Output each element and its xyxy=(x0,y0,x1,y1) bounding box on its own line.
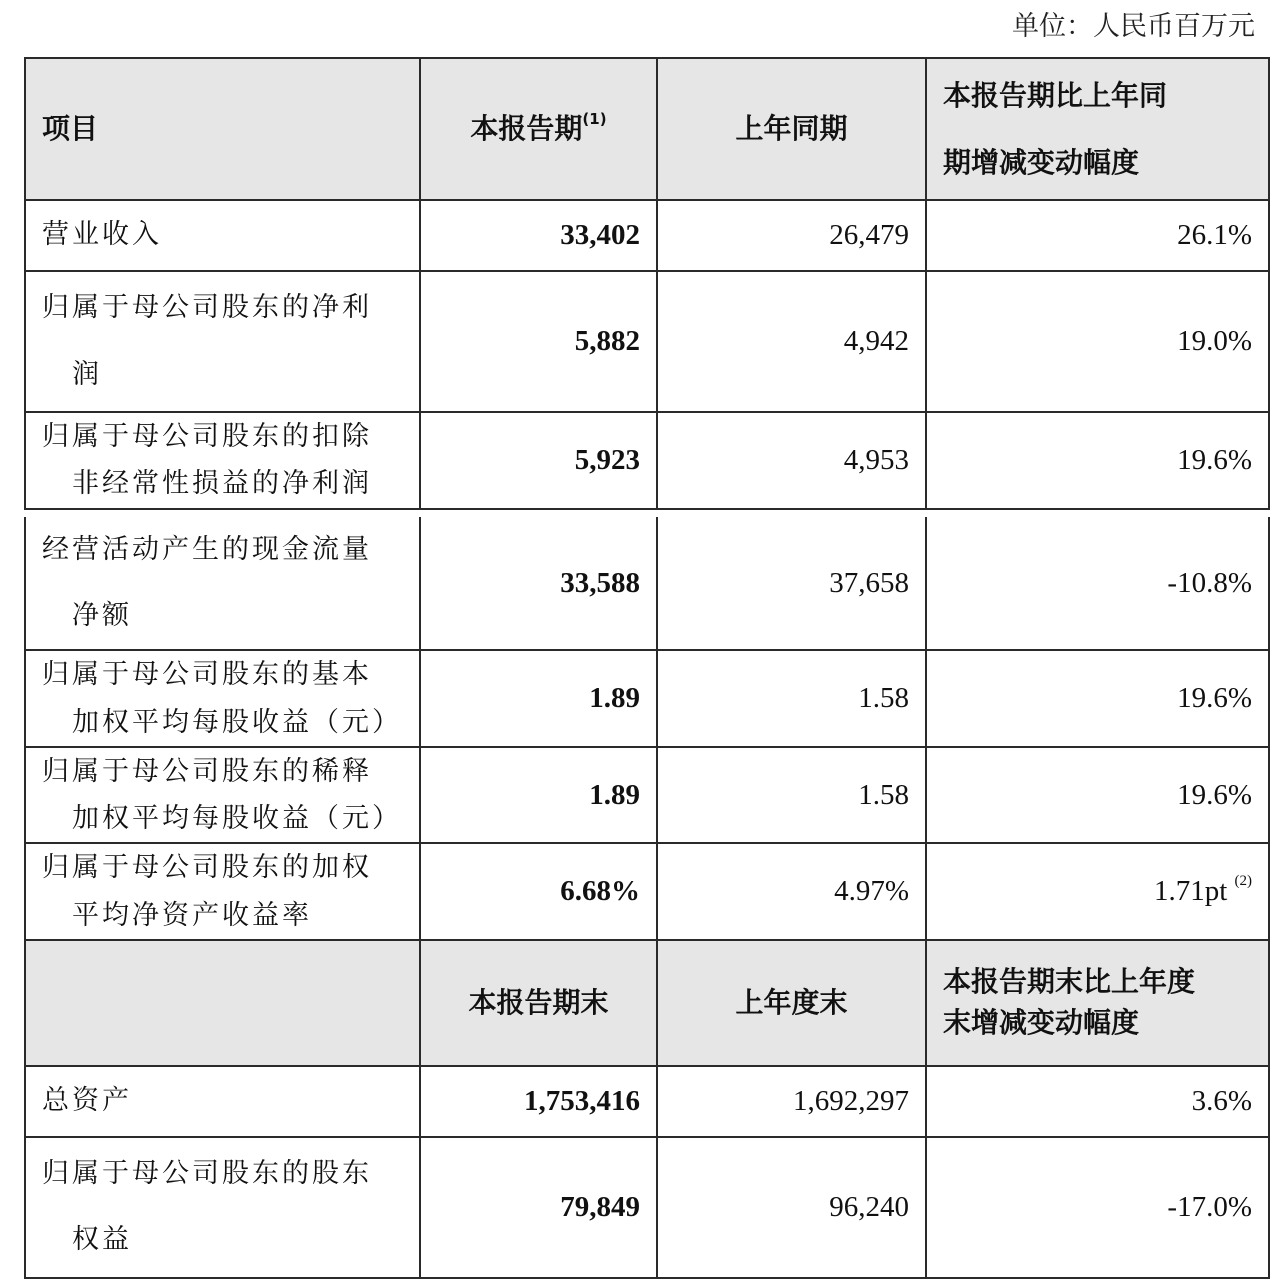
current-value: 79,849 xyxy=(420,1137,657,1278)
header-change-line1: 本报告期比上年同 xyxy=(943,78,1168,112)
change-value: 3.6% xyxy=(926,1066,1269,1137)
row-label-line1: 总资产 xyxy=(42,1085,132,1117)
footnote-2: (2) xyxy=(1234,873,1252,890)
row-label xyxy=(25,200,420,271)
change-value: 19.6% xyxy=(926,650,1269,747)
header2-change-line2: 末增减变动幅度 xyxy=(943,1005,1140,1039)
row-label xyxy=(25,843,420,940)
prior-value: 4.97% xyxy=(657,843,926,940)
current-value: 5,882 xyxy=(420,271,657,412)
change-value: 19.6% xyxy=(926,747,1269,844)
row-label xyxy=(25,412,420,509)
prior-value: 1,692,297 xyxy=(657,1066,926,1137)
header-item: 项目 xyxy=(25,58,420,200)
change-value: 26.1% xyxy=(926,200,1269,271)
change-value xyxy=(926,843,1269,940)
row-label xyxy=(25,271,420,412)
row-label-line2: 加权平均每股收益（元） xyxy=(72,706,402,738)
table-row xyxy=(25,1066,1269,1137)
row-label-line2: 加权平均每股收益（元） xyxy=(72,803,402,835)
table-row xyxy=(25,650,1269,747)
row-label-line1: 归属于母公司股东的净利 xyxy=(42,292,372,324)
current-value: 1,753,416 xyxy=(420,1066,657,1137)
row-label-line2: 非经常性损益的净利润 xyxy=(72,468,372,500)
header-row-2 xyxy=(25,940,1269,1066)
footnote-1: (1) xyxy=(582,110,607,129)
unit-label: 单位：人民币百万元 xyxy=(1012,11,1255,41)
row-label-line2: 平均净资产收益率 xyxy=(72,899,312,931)
header-change xyxy=(926,58,1269,200)
change-value: 19.0% xyxy=(926,271,1269,412)
row-label-line1: 归属于母公司股东的加权 xyxy=(42,852,372,884)
header2-change-line1: 本报告期末比上年度 xyxy=(943,965,1196,999)
header2-change xyxy=(926,940,1269,1066)
row-label xyxy=(25,650,420,747)
change-value: -17.0% xyxy=(926,1137,1269,1278)
row-label-line2: 净额 xyxy=(72,600,132,632)
prior-value: 4,953 xyxy=(657,412,926,509)
current-value: 33,402 xyxy=(420,200,657,271)
header-current-label: 本报告期 xyxy=(470,112,583,146)
prior-value: 26,479 xyxy=(657,200,926,271)
change-value: -10.8% xyxy=(926,517,1269,650)
header-prior: 上年同期 xyxy=(657,58,926,200)
financial-table-part1 xyxy=(24,57,1270,510)
header2-prior: 上年度末 xyxy=(657,940,926,1066)
financial-table-part2 xyxy=(24,517,1270,1279)
prior-value: 96,240 xyxy=(657,1137,926,1278)
change-value-text: 1.71pt xyxy=(1153,875,1228,908)
table-row xyxy=(25,747,1269,844)
header-change-line2: 期增减变动幅度 xyxy=(943,146,1140,179)
row-label-line1: 经营活动产生的现金流量 xyxy=(42,534,372,565)
table-row xyxy=(25,412,1269,509)
row-label xyxy=(25,517,420,650)
header2-item xyxy=(25,940,420,1066)
prior-value: 1.58 xyxy=(657,747,926,844)
prior-value: 37,658 xyxy=(657,517,926,650)
row-label xyxy=(25,1137,420,1278)
table-row xyxy=(25,271,1269,412)
row-label-line2: 润 xyxy=(72,358,102,390)
current-value: 1.89 xyxy=(420,650,657,747)
prior-value: 1.58 xyxy=(657,650,926,747)
current-value: 6.68% xyxy=(420,843,657,940)
header-current xyxy=(420,58,657,200)
row-label-line2: 权益 xyxy=(72,1224,132,1256)
row-label-line1: 归属于母公司股东的基本 xyxy=(42,659,372,691)
change-value: 19.6% xyxy=(926,412,1269,509)
table-row xyxy=(25,1137,1269,1278)
current-value: 1.89 xyxy=(420,747,657,844)
table-row xyxy=(25,843,1269,940)
row-label-line1: 归属于母公司股东的稀释 xyxy=(42,755,372,787)
table-row xyxy=(25,517,1269,650)
table-row xyxy=(25,200,1269,271)
row-label xyxy=(25,747,420,844)
row-label-line1: 营业收入 xyxy=(42,219,162,251)
current-value: 33,588 xyxy=(420,517,657,650)
prior-value: 4,942 xyxy=(657,271,926,412)
header2-current: 本报告期末 xyxy=(420,940,657,1066)
header-row xyxy=(25,58,1269,200)
row-label-line1: 归属于母公司股东的股东 xyxy=(42,1158,372,1190)
row-label xyxy=(25,1066,420,1137)
current-value: 5,923 xyxy=(420,412,657,509)
row-label-line1: 归属于母公司股东的扣除 xyxy=(42,421,372,452)
